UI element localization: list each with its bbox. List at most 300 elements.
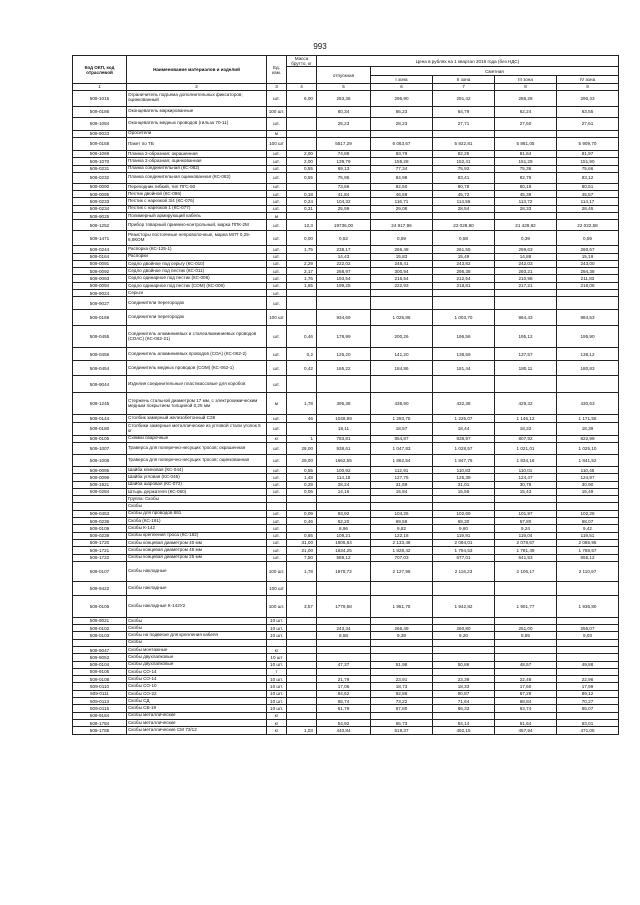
price-zone-1	[371, 617, 433, 624]
item-name: Распорка (КС-125-1)	[127, 246, 267, 253]
item-name: Столбики замерные металлические из угловой стали уголок 5 кг	[127, 422, 267, 435]
price-zone-3: 61,64	[495, 719, 557, 726]
item-mass	[287, 422, 317, 435]
item-unit: 10 шт.	[267, 683, 287, 690]
price-zone-4: 5 909,70	[557, 137, 619, 150]
item-name: Пестик двойной (КС-096)	[127, 191, 267, 198]
table-row	[73, 510, 619, 517]
price-zone-2: 23,39	[433, 676, 495, 683]
price-zone-1: 6 063,67	[371, 137, 433, 150]
price-zone-1: 296,90	[371, 90, 433, 106]
item-unit: шт.	[267, 290, 287, 297]
item-code: 509-9164	[73, 712, 127, 719]
price-zone-3: 67,80	[495, 518, 557, 525]
price-otpusknaya	[317, 130, 371, 137]
price-zone-3: 210,98	[495, 275, 557, 282]
item-unit: шт.	[267, 231, 287, 246]
price-zone-3: 17,60	[495, 683, 557, 690]
price-zone-4: 2 086,96	[557, 539, 619, 546]
item-code: 509-1245	[73, 393, 127, 415]
price-zone-1: 46,59	[371, 191, 433, 198]
price-otpusknaya	[317, 212, 371, 219]
price-zone-2: 23 028,90	[433, 220, 495, 231]
item-unit: м	[267, 130, 287, 137]
item-mass: 28,00	[287, 442, 317, 454]
item-name: Оросители	[127, 130, 267, 137]
price-zone-4: 1 788,57	[557, 547, 619, 554]
price-zone-2: 261,55	[433, 246, 495, 253]
price-zone-2: 83,41	[433, 172, 495, 183]
item-unit: шт.	[267, 415, 287, 422]
price-otpusknaya: 1634,25	[317, 547, 371, 554]
price-otpusknaya: 109,21	[317, 532, 371, 539]
header-mass-blank	[287, 67, 317, 84]
price-otpusknaya: 1779,58	[317, 595, 371, 617]
table-row	[73, 532, 619, 539]
price-zone-4: 80,51	[557, 183, 619, 190]
item-name: Скобы СО-22	[127, 690, 267, 697]
price-zone-3: 259,63	[495, 246, 557, 253]
item-name: Седло двойное под пестик (КС-011)	[127, 268, 267, 275]
price-zone-4: 195,90	[557, 326, 619, 348]
item-name: Скобы концевая диаметром 25 мм	[127, 554, 267, 561]
item-code: 509-9021	[73, 617, 127, 624]
price-zone-1: 216,54	[371, 275, 433, 282]
item-unit: шт.	[267, 454, 287, 466]
price-zone-3: 0,39	[495, 231, 557, 246]
price-zone-4: 822,99	[557, 435, 619, 442]
col-num: 1	[73, 84, 127, 90]
item-unit: шт.	[267, 297, 287, 310]
item-name: Скобы СО-14	[127, 668, 267, 675]
item-code: 509-0094	[73, 282, 127, 289]
price-zone-4: 114,17	[557, 198, 619, 205]
item-code: 509-0158	[73, 137, 127, 150]
price-zone-4	[557, 297, 619, 310]
price-otpusknaya	[317, 581, 371, 595]
item-name: Соединители перегородок	[127, 310, 267, 326]
price-zone-3: 242,03	[495, 260, 557, 267]
price-zone-2: 1 794,53	[433, 547, 495, 554]
price-zone-2: 0,58	[433, 231, 495, 246]
item-mass: 1,76	[287, 275, 317, 282]
price-zone-1	[371, 212, 433, 219]
price-zone-2: 66,33	[433, 705, 495, 712]
price-otpusknaya	[317, 712, 371, 719]
item-name: Седло двойное под серьгу (КС-010)	[127, 260, 267, 267]
item-code: 509-0106	[73, 595, 127, 617]
item-name: Прибор товарный приемно-контрольный, марка ППК-2М	[127, 220, 267, 231]
price-zone-4: 151,90	[557, 158, 619, 165]
item-unit: 100 шт.	[267, 595, 287, 617]
item-mass: 6,00	[287, 90, 317, 106]
price-zone-4: 1 171,55	[557, 415, 619, 422]
item-mass: 0,31	[287, 205, 317, 212]
item-code: 509-0108	[73, 676, 127, 683]
item-code: 509-0454	[73, 361, 127, 376]
item-unit: шт.	[267, 510, 287, 517]
header-name: Наименование материалов и изделий	[127, 56, 267, 84]
price-zone-3: 217,21	[495, 282, 557, 289]
table-row	[73, 488, 619, 495]
table-row	[73, 647, 619, 654]
price-zone-2	[433, 297, 495, 310]
price-otpusknaya	[317, 639, 371, 646]
col-num: 6	[371, 84, 433, 90]
price-zone-2	[433, 654, 495, 661]
item-name: Соединитель медных проводов (СОМ) (КС-062-1)	[127, 361, 267, 376]
price-zone-4	[557, 503, 619, 510]
table-row	[73, 268, 619, 275]
price-zone-2: 18,33	[433, 683, 495, 690]
price-zone-4	[557, 668, 619, 675]
price-zone-4: 260,67	[557, 246, 619, 253]
price-zone-3: 251,00	[495, 625, 557, 632]
col-num: 8	[495, 84, 557, 90]
price-zone-3	[495, 297, 557, 310]
header-otpusknaya: отпускная	[317, 67, 371, 84]
price-zone-2	[433, 212, 495, 219]
price-zone-4: 45,57	[557, 191, 619, 198]
item-mass: 1,03	[287, 727, 317, 734]
item-mass	[287, 525, 317, 532]
price-otpusknaya: 62,20	[317, 518, 371, 525]
item-name: Изделия соединительные пластмассовые для коробов	[127, 376, 267, 393]
item-code: 509-1007	[73, 442, 127, 454]
price-zone-4: 81,97	[557, 150, 619, 157]
table-row	[73, 376, 619, 393]
price-zone-4	[557, 712, 619, 719]
item-name: Скобы на подвеске для крепления кабеля	[127, 632, 267, 639]
item-code: 509-0090	[73, 183, 127, 190]
item-mass	[287, 625, 317, 632]
price-zone-3: 119,04	[495, 532, 557, 539]
item-mass	[287, 719, 317, 726]
price-zone-2: 15,49	[433, 253, 495, 260]
item-unit: шт.	[267, 525, 287, 532]
price-otpusknaya: 178,99	[317, 326, 371, 348]
item-name: Траверса для поперечно-несущих тросов; окрашенная	[127, 442, 267, 454]
price-zone-2: 138,59	[433, 348, 495, 361]
price-otpusknaya: 19736,00	[317, 220, 371, 231]
price-zone-4: 290,43	[557, 90, 619, 106]
price-zone-4: 15,19	[557, 253, 619, 260]
table-row	[73, 290, 619, 297]
item-mass: 0,00	[287, 231, 317, 246]
item-name: Скобы накладные	[127, 581, 267, 595]
item-name: Соединитель алюминиевых проводов (СОА) (КС-062-2)	[127, 348, 267, 361]
col-num: 2	[127, 84, 267, 90]
price-zone-3: 1 901,77	[495, 595, 557, 617]
price-otpusknaya	[317, 668, 371, 675]
table-row	[73, 727, 619, 734]
price-zone-1: 1 293,75	[371, 415, 433, 422]
price-otpusknaya: 14,16	[317, 488, 371, 495]
item-unit: м	[267, 212, 287, 219]
item-unit	[267, 496, 287, 503]
price-zone-3	[495, 668, 557, 675]
price-otpusknaya: 60,34	[317, 106, 371, 117]
item-name: Резисторы постоянные непроволочные, марка МЛТ 0,25-6,8КОМ	[127, 231, 267, 246]
price-zone-1: 184,86	[371, 361, 433, 376]
item-mass	[287, 661, 317, 668]
item-unit: 10 шт.	[267, 661, 287, 668]
table-row	[73, 137, 619, 150]
item-name: Оконцеватель медных проводов (гильза 70-11)	[127, 117, 267, 130]
item-mass: 0,06	[287, 488, 317, 495]
price-zone-4: 180,83	[557, 361, 619, 376]
price-zone-3: 28,33	[495, 205, 557, 212]
item-name: Планка соединительная (КС-082)	[127, 165, 267, 172]
item-code: 509-1720	[73, 539, 127, 546]
item-unit	[267, 503, 287, 510]
table-row	[73, 539, 619, 546]
price-zone-4: 15,49	[557, 488, 619, 495]
price-zone-1: 73,22	[371, 698, 433, 705]
table-row	[73, 676, 619, 683]
item-code: 509-1921	[73, 481, 127, 488]
price-zone-1: 1 047,83	[371, 442, 433, 454]
price-zone-3	[495, 376, 557, 393]
price-zone-4	[557, 290, 619, 297]
price-zone-1: 29,08	[371, 205, 433, 212]
table-row	[73, 150, 619, 157]
price-zone-3: 1 146,12	[495, 415, 557, 422]
col-num: 9	[557, 84, 619, 90]
table-row	[73, 415, 619, 422]
price-otpusknaya: 74,88	[317, 150, 371, 157]
item-unit: шт.	[267, 326, 287, 348]
table-row	[73, 547, 619, 554]
table-row	[73, 554, 619, 561]
item-unit: шт.	[267, 282, 287, 289]
price-zone-1: 519,37	[371, 727, 433, 734]
price-otpusknaya: 243,34	[317, 625, 371, 632]
price-otpusknaya: 114,18	[317, 474, 371, 481]
price-zone-2: 28,54	[433, 205, 495, 212]
item-unit: шт.	[267, 554, 287, 561]
item-name: Скобы СО-14	[127, 676, 267, 683]
item-name: Скобы монтажные	[127, 647, 267, 654]
item-mass: 0,24	[287, 198, 317, 205]
price-zone-4: 1 935,80	[557, 595, 619, 617]
item-mass: 0,18	[287, 191, 317, 198]
price-otpusknaya: 54,92	[317, 719, 371, 726]
item-mass: 0,65	[287, 532, 317, 539]
price-zone-1: 28,23	[371, 117, 433, 130]
header-zone-2: II зона	[433, 76, 495, 84]
item-unit: шт.	[267, 275, 287, 282]
item-code: 509-1070	[73, 158, 127, 165]
item-code: 509-0095	[73, 466, 127, 473]
table-row	[73, 518, 619, 525]
item-code: 509-9023	[73, 130, 127, 137]
item-unit: шт.	[267, 361, 287, 376]
price-zone-1: 15,84	[371, 488, 433, 495]
price-zone-1: 67,80	[371, 705, 433, 712]
price-zone-3: 9,24	[495, 525, 557, 532]
table-row	[73, 275, 619, 282]
price-zone-3: 101,97	[495, 510, 557, 517]
item-unit: шт.	[267, 220, 287, 231]
price-zone-1: 1 025,86	[371, 310, 433, 326]
price-zone-2: 5 922,81	[433, 137, 495, 150]
item-name: Пестик с нарезкой 3/4 (КС-076)	[127, 198, 267, 205]
item-unit: шт.	[267, 348, 287, 361]
price-zone-3: 87,29	[495, 690, 557, 697]
item-unit: шт.	[267, 488, 287, 495]
item-name: Группа: Скобы	[127, 496, 267, 503]
item-mass: 12,3	[287, 220, 317, 231]
table-row	[73, 130, 619, 137]
price-zone-1	[371, 376, 433, 393]
table-row	[73, 481, 619, 488]
header-price-title: Цена в рублях на 1 квартал 2016 года (без НДС)	[317, 56, 619, 67]
price-zone-3: 82,79	[495, 172, 557, 183]
item-mass	[287, 654, 317, 661]
price-zone-4: 9,42	[557, 525, 619, 532]
price-zone-4: 17,99	[557, 683, 619, 690]
price-zone-2	[433, 639, 495, 646]
price-zone-1: 51,98	[371, 661, 433, 668]
item-code: 509-0115	[73, 705, 127, 712]
price-zone-1	[371, 290, 433, 297]
price-otpusknaya: 440,84	[317, 727, 371, 734]
item-mass	[287, 632, 317, 639]
item-mass	[287, 137, 317, 150]
item-name: Скобы двухлапковые	[127, 661, 267, 668]
price-zone-4: 22 022,58	[557, 220, 619, 231]
price-otpusknaya	[317, 297, 371, 310]
price-zone-1	[371, 647, 433, 654]
price-zone-3: 293,21	[495, 268, 557, 275]
table-row	[73, 393, 619, 415]
price-zone-1: 707,03	[371, 554, 433, 561]
item-code: 509-9047	[73, 647, 127, 654]
price-zone-4: 430,63	[557, 393, 619, 415]
price-zone-1: 104,25	[371, 510, 433, 517]
item-code: 509-1015	[73, 90, 127, 106]
price-zone-4	[557, 639, 619, 646]
item-mass	[287, 617, 317, 624]
item-code: 509-9052	[73, 654, 127, 661]
price-zone-1: 155,28	[371, 158, 433, 165]
price-zone-3: 1 834,18	[495, 454, 557, 466]
table-row	[73, 183, 619, 190]
price-zone-2: 119,91	[433, 532, 495, 539]
price-otpusknaya: 589,12	[317, 554, 371, 561]
price-zone-4	[557, 654, 619, 661]
price-zone-3	[495, 617, 557, 624]
item-unit: т	[267, 668, 287, 675]
price-otpusknaya	[317, 617, 371, 624]
header-unit: Ед. изм.	[267, 56, 287, 84]
price-zone-4: 28,45	[557, 205, 619, 212]
price-zone-4: 30,90	[557, 481, 619, 488]
item-mass	[287, 676, 317, 683]
price-zone-1: 18,73	[371, 683, 433, 690]
price-zone-4: 75,66	[557, 165, 619, 172]
price-zone-2: 114,56	[433, 198, 495, 205]
item-unit: шт.	[267, 268, 287, 275]
col-num: 4	[287, 84, 317, 90]
price-zone-3: 68,84	[495, 698, 557, 705]
price-zone-1: 266,48	[371, 246, 433, 253]
item-unit: шт.	[267, 260, 287, 267]
item-unit: 10 шт.	[267, 698, 287, 705]
price-zone-2	[433, 647, 495, 654]
item-code: 509-0095	[73, 191, 127, 198]
table-row	[73, 442, 619, 454]
table-row	[73, 326, 619, 348]
price-otpusknaya: 61,79	[317, 705, 371, 712]
item-code: 509-0232	[73, 172, 127, 183]
price-zone-1: 9,39	[371, 632, 433, 639]
price-otpusknaya	[317, 647, 371, 654]
table-row	[73, 503, 619, 510]
item-unit: шт.	[267, 183, 287, 190]
item-unit: шт.	[267, 150, 287, 157]
item-mass: 21,00	[287, 547, 317, 554]
page-number: 993	[313, 42, 327, 51]
col-num: 3	[267, 84, 287, 90]
price-zone-2: 68,30	[433, 518, 495, 525]
price-otpusknaya	[317, 290, 371, 297]
price-zone-2: 9,20	[433, 632, 495, 639]
table-row	[73, 561, 619, 581]
item-code: 509-0096	[73, 474, 127, 481]
price-zone-2: 1 942,82	[433, 595, 495, 617]
price-zone-2: 1 028,57	[433, 442, 495, 454]
price-otpusknaya: 1906,84	[317, 539, 371, 546]
price-zone-3: 286,28	[495, 90, 557, 106]
price-zone-1: 24 917,96	[371, 220, 433, 231]
item-code: 509-1785	[73, 727, 127, 734]
item-mass: 1,48	[287, 474, 317, 481]
price-zone-4: 9,03	[557, 632, 619, 639]
price-otpusknaya: 8,96	[317, 525, 371, 532]
item-mass: 0,29	[287, 481, 317, 488]
table-row	[73, 683, 619, 690]
item-code: 509-1721	[73, 547, 127, 554]
item-code: 509-0456	[73, 348, 127, 361]
price-zone-3: 15,43	[495, 488, 557, 495]
item-mass	[287, 668, 317, 675]
price-zone-1: 122,18	[371, 532, 433, 539]
price-zone-2: 838,97	[433, 435, 495, 442]
price-zone-4: 2 110,97	[557, 561, 619, 581]
price-zone-2: 71,64	[433, 698, 495, 705]
item-code: 509-0284	[73, 488, 127, 495]
price-zone-4: 138,12	[557, 348, 619, 361]
item-mass	[287, 683, 317, 690]
price-zone-2: 9,60	[433, 525, 495, 532]
table-row	[73, 654, 619, 661]
item-name: Оконцеватель маркированные	[127, 106, 267, 117]
item-name: Скобы	[127, 625, 267, 632]
header-zone-1: I зона	[371, 76, 433, 84]
price-zone-1: 200,26	[371, 326, 433, 348]
item-name: Скобы концевая диаметром 40 мм	[127, 539, 267, 546]
price-zone-3: 5 881,05	[495, 137, 557, 150]
price-zone-4: 70,27	[557, 698, 619, 705]
table-row	[73, 474, 619, 481]
table-row	[73, 617, 619, 624]
item-unit: шт.	[267, 376, 287, 393]
price-zone-3: 1 781,49	[495, 547, 557, 554]
item-unit: шт.	[267, 442, 287, 454]
item-name: Скобы СД	[127, 698, 267, 705]
